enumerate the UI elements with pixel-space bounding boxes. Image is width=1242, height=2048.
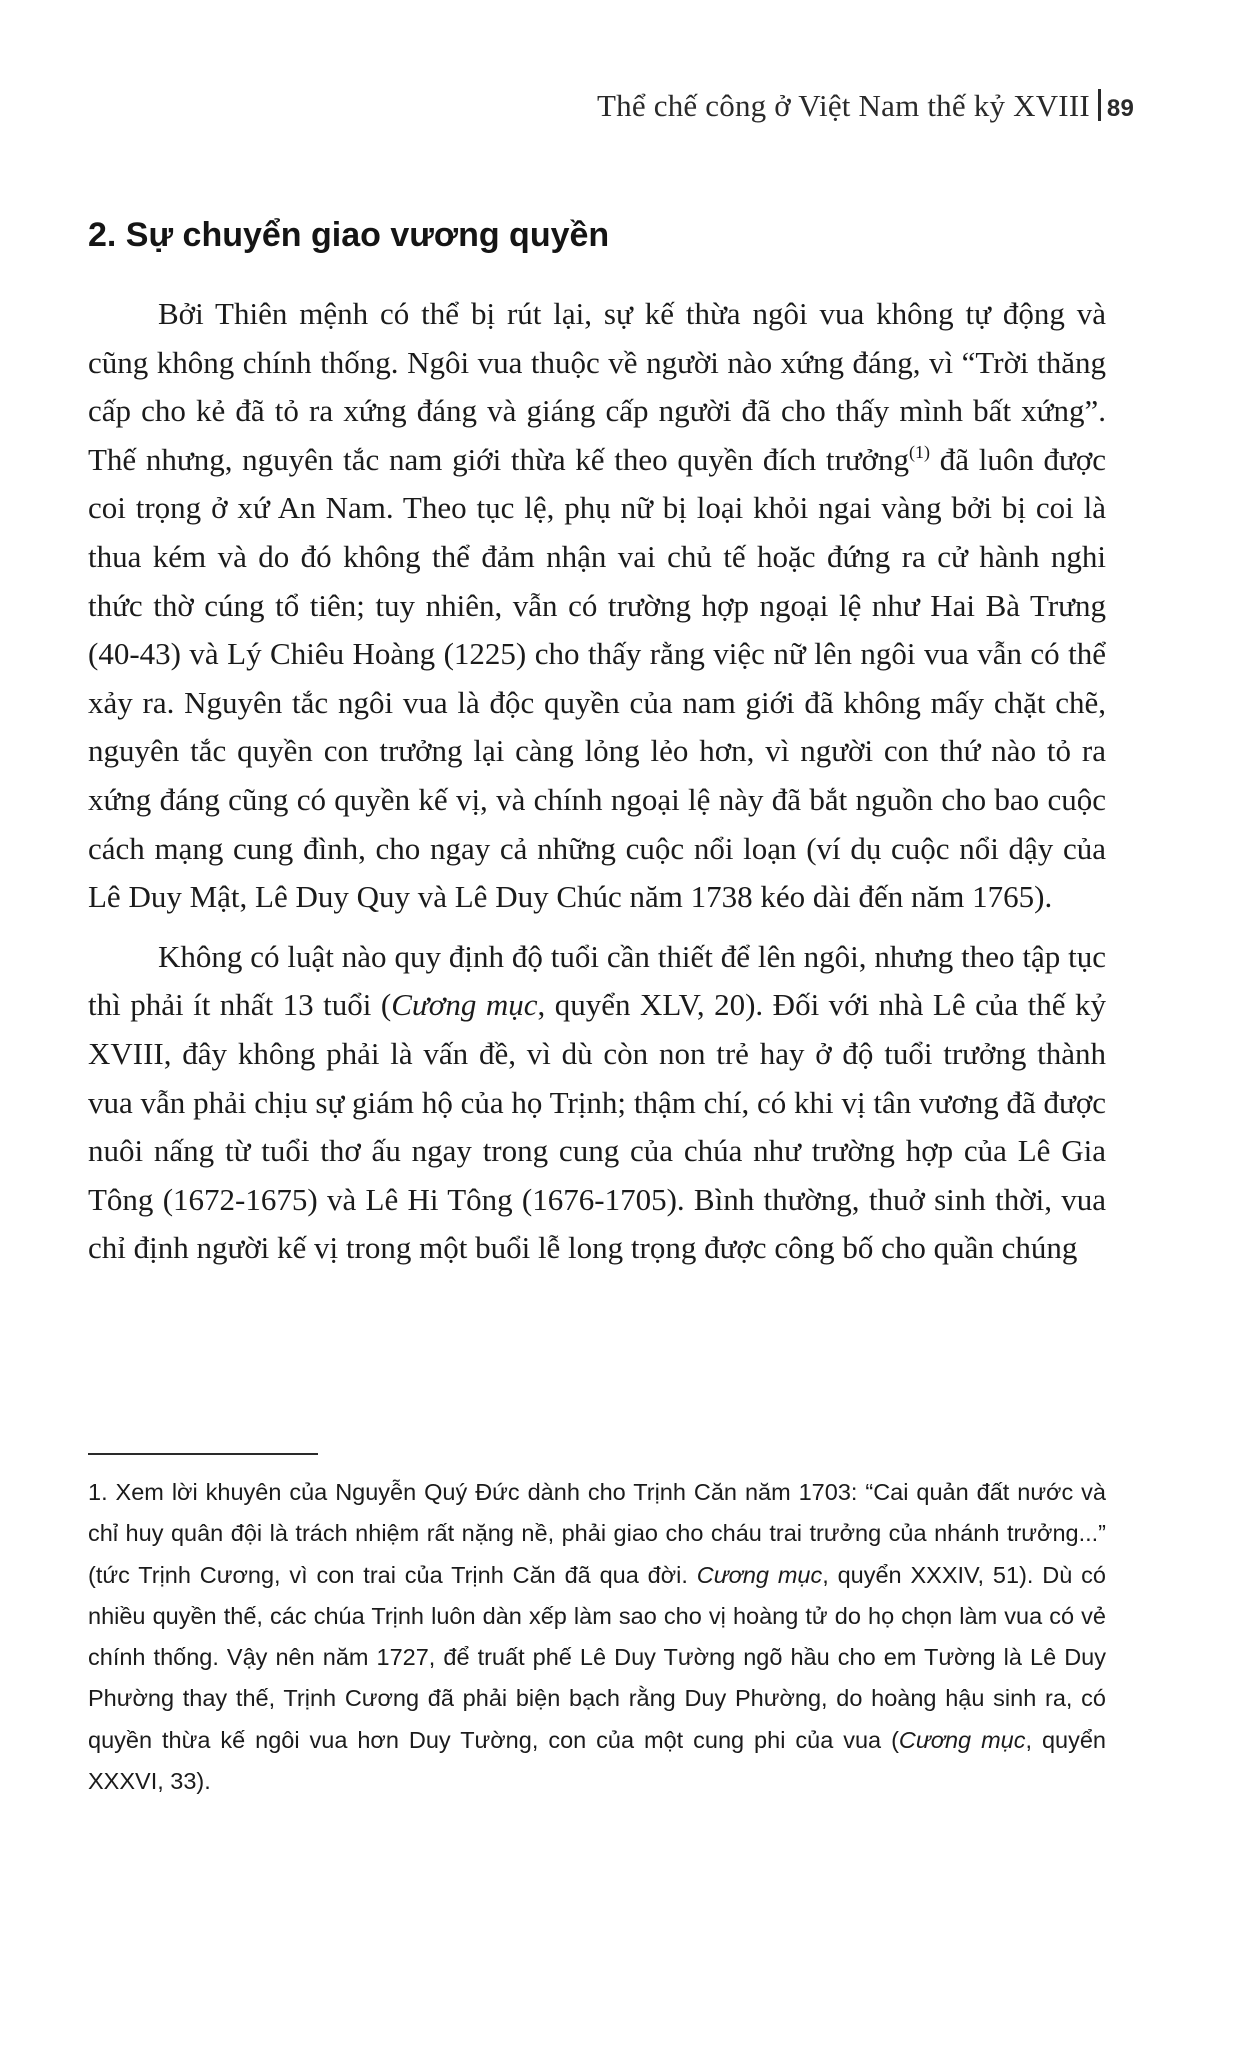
footnote-book-title: Cương mục	[696, 1561, 823, 1588]
book-title-reference: Cương mục	[391, 987, 538, 1023]
footnote-text: 1. Xem lời khuyên của Nguyễn Quý Đức dành cho Trịnh Căn năm 1703: “Cai quản đất nước và chỉ huy quân đội là trách nhiệm rất nặng nề, phải giao cho cháu trai trưởng của nhánh trưởng...” (tức Trịnh Cương, vì con trai của Trịnh Căn đã qua đời.	[88, 1479, 1106, 1588]
paragraph-1-text-continued: đã luôn được coi trọng ở xứ An Nam. Theo tục lệ, phụ nữ bị loại khỏi ngai vàng bởi bị coi là thua kém và do đó không thể đảm nhận vai chủ tế hoặc đứng ra cử hành nghi thức thờ cúng tổ tiên; tuy nhiên, vẫn có trường hợp ngoại lệ như Hai Bà Trưng (40-43) và Lý Chiêu Hoàng (1225) cho thấy rằng việc nữ lên ngôi vua vẫn có thể xảy ra. Nguyên tắc ngôi vua là độc quyền của nam giới đã không mấy chặt chẽ, nguyên tắc quyền con trưởng lại càng lỏng lẻo hơn, vì người con thứ nào tỏ ra xứng đáng cũng có quyền kế vị, và chính ngoại lệ này đã bắt nguồn cho bao cuộc cách mạng cung đình, cho ngay cả những cuộc nổi loạn (ví dụ cuộc nổi dậy của Lê Duy Mật, Lê Duy Quy và Lê Duy Chúc năm 1738 kéo dài đến năm 1765).	[88, 441, 1106, 915]
running-title: Thể chế công ở Việt Nam thế kỷ XVIII	[596, 88, 1090, 123]
footnote-1	[88, 1472, 1106, 1802]
paragraph-2-text-continued: , quyển XLV, 20). Đối với nhà Lê của thế kỷ XVIII, đây không phải là vấn đề, vì dù còn non trẻ hay ở độ tuổi trưởng thành vua vẫn phải chịu sự giám hộ của họ Trịnh; thậm chí, có khi vị tân vương đã được nuôi nấng từ tuổi thơ ấu ngay trong cung của chúa như trường hợp của Lê Gia Tông (1672-1675) và Lê Hi Tông (1676-1705). Bình thường, thuở sinh thời, vua chỉ định người kế vị trong một buổi lễ long trọng được công bố cho quần chúng	[88, 987, 1106, 1266]
paragraph-2	[88, 933, 1106, 1273]
footnote-divider	[88, 1453, 318, 1455]
footnote-text-continued: , quyển XXXIV, 51). Dù có nhiều quyền thế, các chúa Trịnh luôn dàn xếp làm sao cho vị hoàng tử do họ chọn làm vua có vẻ chính thống. Vậy nên năm 1727, để truất phế Lê Duy Tường ngõ hầu cho em Tường là Lê Duy Phường thay thế, Trịnh Cương đã phải biện bạch rằng Duy Phường, do hoàng hậu sinh ra, có quyền thừa kế ngôi vua hơn Duy Tường, con của một cung phi của vua (	[88, 1561, 1106, 1753]
paragraph-1	[88, 290, 1106, 922]
footnote-marker: (1)	[909, 441, 931, 462]
paragraph-2-text: Không có luật nào quy định độ tuổi cần thiết để lên ngôi, nhưng theo tập tục thì phải ít nhất 13 tuổi (	[88, 938, 1106, 1023]
header-separator	[1098, 89, 1101, 121]
section-title: 2. Sự chuyển giao vương quyền	[88, 216, 610, 254]
footnotes	[88, 1472, 1106, 1802]
footnote-text-end: , quyển XXXVI, 33).	[88, 1726, 1107, 1795]
page-number: 89	[1106, 95, 1134, 122]
paragraph-1-text: Bởi Thiên mệnh có thể bị rút lại, sự kế thừa ngôi vua không tự động và cũng không chính thống. Ngôi vua thuộc về người nào xứng đáng, vì “Trời thăng cấp cho kẻ đã tỏ ra xứng đáng và giáng cấp người đã cho thấy mình bất xứng”. Thế nhưng, nguyên tắc nam giới thừa kế theo quyền đích trưởng	[88, 296, 1106, 477]
body-text	[88, 290, 1106, 1273]
footnote-book-title-2: Cương mục	[898, 1726, 1026, 1753]
running-header	[597, 88, 1134, 124]
